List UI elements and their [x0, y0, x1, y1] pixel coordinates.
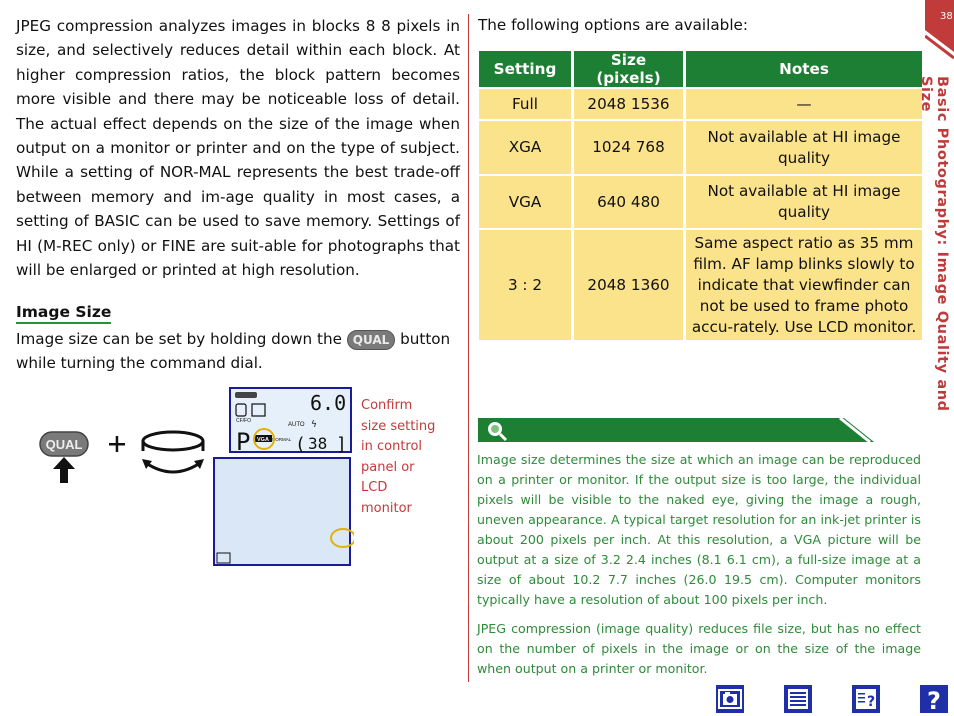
lcd-monitor — [214, 458, 354, 565]
row-full-notes: — — [686, 89, 922, 119]
row-32-notes: Same aspect ratio as 35 mm film. AF lamp blinks slowly to indicate that viewfinder can not be used to frame photo accu-rately. Use LCD monitor. — [686, 230, 922, 340]
row-xga-size: 1024 768 — [574, 121, 683, 174]
column-divider — [468, 14, 469, 682]
tip-paragraph-2: JPEG compression (image quality) reduces file size, but has no effect on the number of pixels in the image or on the size of the image when output on a printer or monitor. — [477, 621, 921, 676]
auto-flash-label: AUTO — [288, 422, 305, 428]
table-header-row — [479, 51, 922, 87]
confirm-caption: Confirm size setting in control panel or LCD monitor — [361, 398, 436, 516]
battery-icon — [235, 392, 257, 398]
table-row — [479, 176, 922, 228]
help-index-icon — [856, 689, 876, 710]
page-number: 38 — [940, 11, 953, 22]
row-xga-setting: XGA — [479, 121, 571, 174]
svg-text:?: ? — [927, 687, 941, 713]
frame-count-open: ( — [295, 434, 306, 455]
row-xga-notes: Not available at HI image quality — [686, 121, 922, 174]
up-arrow-icon — [53, 457, 75, 483]
question-icon — [927, 687, 941, 713]
control-panel-and-lcd-illustration — [212, 386, 354, 568]
para2-start: Image size can be set by holding down the — [16, 330, 347, 348]
row-full-setting: Full — [479, 89, 571, 119]
frame-count-close: ] — [336, 434, 347, 455]
shots-readout: 6.0 — [310, 391, 347, 415]
qual-button-icon — [40, 432, 88, 456]
header-setting: Setting — [479, 51, 571, 87]
menu-icon — [788, 689, 808, 709]
body-paragraph-jpeg: JPEG compression analyzes images in blocks 8 8 pixels in size, and selectively reduces detail within each block. At higher compression ratios, the block pattern becomes more visible and there may be noticeable loss of detail. The actual effect depends on the size of the image when output on a monitor or printer and on the type of subject. While a setting of NOR-MAL represents the best trade-off between memory and im-age quality in most cases, a setting of BASIC can be used to save memory. Settings of HI (M-REC only) or FINE are suit-able for photographs that will be enlarged or printed at high resolution. — [16, 17, 460, 280]
flash-icon: ϟ — [311, 420, 317, 430]
vga-label: VGA — [257, 437, 269, 443]
table-row — [479, 89, 922, 119]
row-vga-size: 640 480 — [574, 176, 683, 228]
svg-text:?: ? — [866, 694, 876, 710]
row-32-size: 2048 1360 — [574, 230, 683, 340]
cf-label: CF/FO — [236, 418, 251, 424]
tip-header-bar — [478, 418, 874, 442]
help-index-nav-button[interactable] — [852, 685, 880, 713]
row-32-setting: 3 : 2 — [479, 230, 571, 340]
header-notes: Notes — [686, 51, 922, 87]
control-panel — [230, 388, 351, 456]
row-full-size: 2048 1536 — [574, 89, 683, 119]
tip-paragraph-1: Image size determines the size at which an image can be reproduced on a printer or monitor. If the output size is too large, the individual pixels will be visible to the naked eye, giving the image a rough, uneven appearance. A typical target resolution for an ink-jet printer is about 200 pixels per inch. At this resolution, a VGA picture will be output at a size of 3.2 2.4 inches (8.1 6.1 cm), a full-size image at a size of about 10.2 7.7 inches (26.0 19.5 cm). Computer monitors typically have a resolution of about 100 pixels per inch. — [477, 452, 921, 607]
qual-button-label: QUAL — [45, 437, 83, 452]
normal-label: NORMAL — [272, 437, 292, 442]
mode-readout: P — [236, 428, 251, 456]
section-title: Basic Photography: Image Quality and Size — [918, 76, 950, 412]
plus-icon — [109, 436, 125, 452]
options-intro: The following options are available: — [478, 16, 749, 34]
qual-button-inline-icon: QUAL — [347, 330, 396, 350]
row-vga-setting: VGA — [479, 176, 571, 228]
table-row — [479, 230, 922, 340]
para2-end: button while turning the command dial. — [16, 330, 451, 373]
options-table — [476, 49, 925, 342]
row-vga-notes: Not available at HI image quality — [686, 176, 922, 228]
frame-count: 38 — [308, 434, 328, 453]
menu-nav-button[interactable] — [784, 685, 812, 713]
image-size-paragraph — [16, 327, 462, 376]
command-dial-icon — [142, 432, 204, 472]
camera-nav-button[interactable] — [716, 685, 744, 713]
qual-plus-dial-illustration — [38, 425, 214, 487]
table-row — [479, 121, 922, 174]
header-size: Size (pixels) — [574, 51, 683, 87]
image-size-heading: Image Size — [16, 303, 111, 324]
question-nav-button[interactable] — [920, 685, 948, 713]
